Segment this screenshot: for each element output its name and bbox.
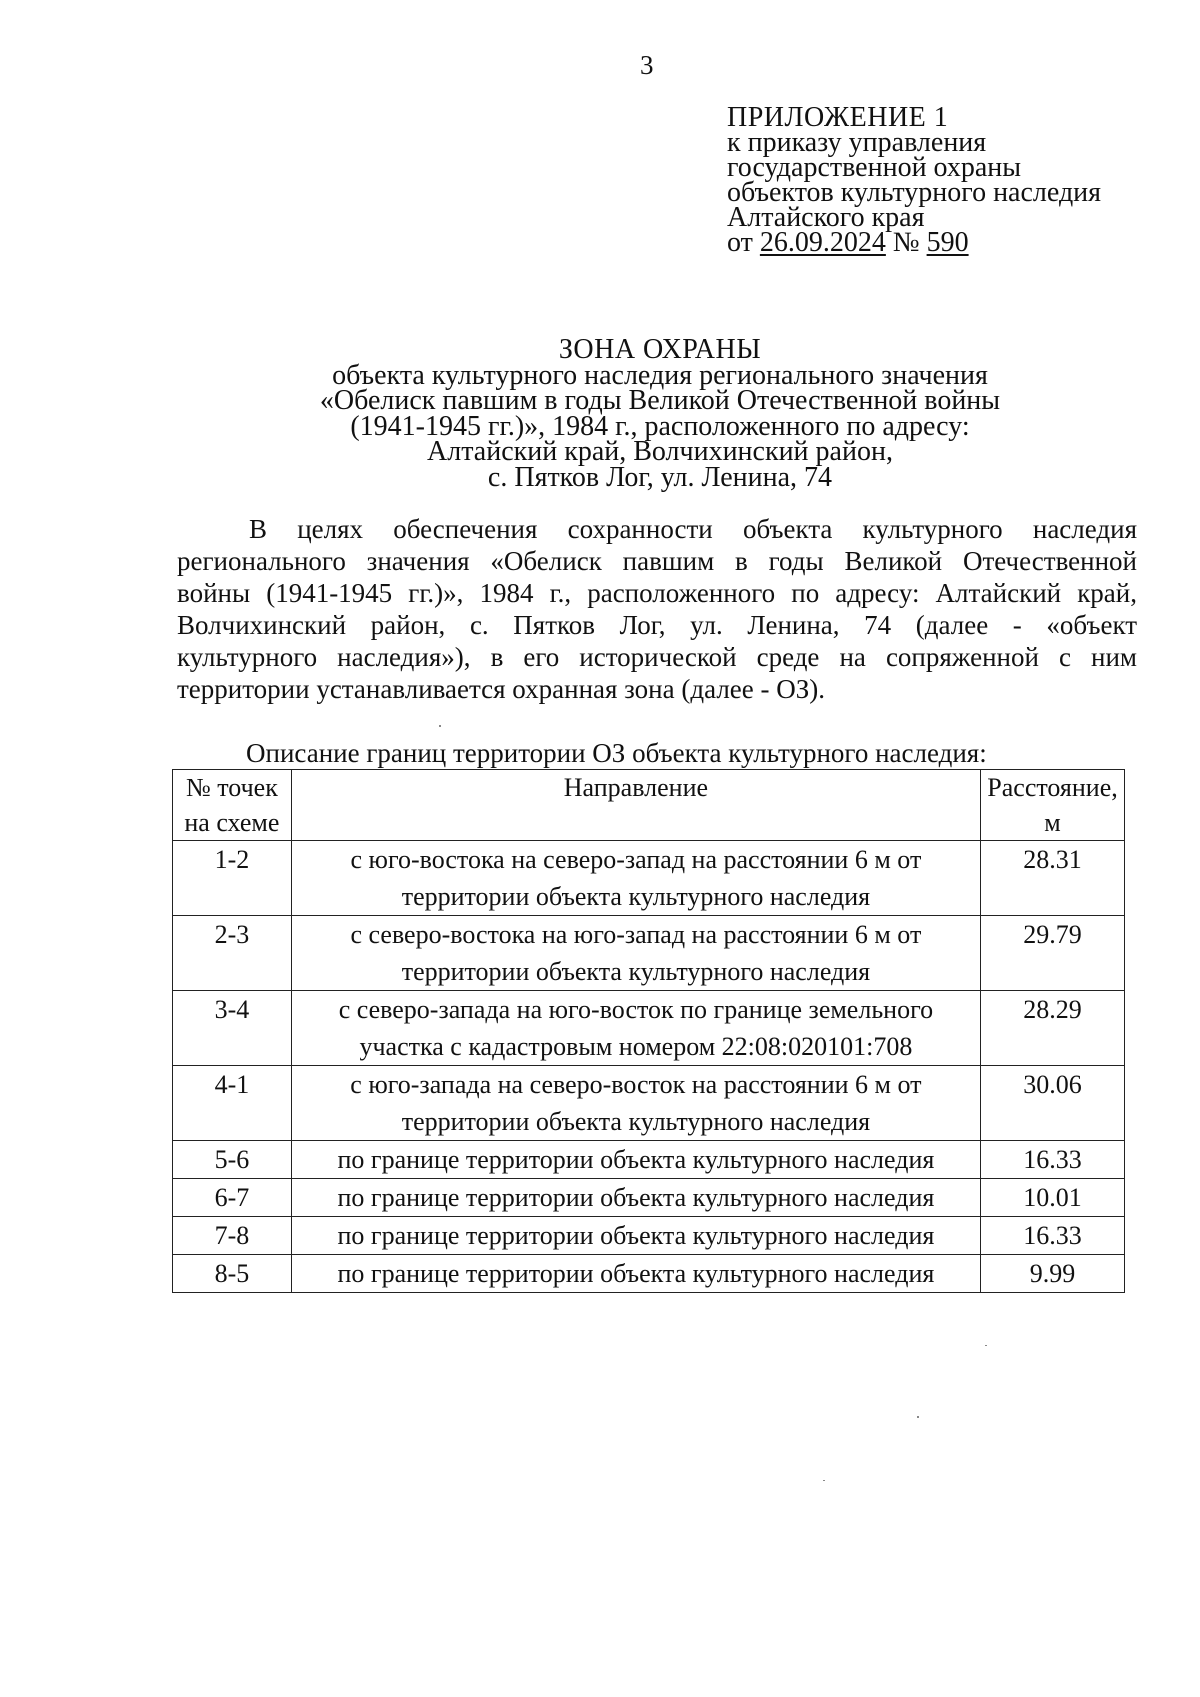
direction-cell <box>291 991 980 1066</box>
direction-line: с северо-востока на юго-запад на расстоянии 6 м от <box>350 920 922 949</box>
zone-subtitle-line: объекта культурного наследия регионального значения <box>332 359 988 391</box>
points-cell: 5-6 <box>173 1141 292 1179</box>
order-number: 590 <box>926 227 969 258</box>
paragraph-line: культурного наследия»), в его исторической среде на сопряженной с ним <box>177 642 1137 672</box>
header-distance-line: м <box>1044 808 1061 837</box>
appendix-line: государственной охраны <box>727 152 1022 183</box>
distance-cell: 10.01 <box>981 1179 1125 1217</box>
table-row <box>173 841 1125 916</box>
direction-line: территории объекта культурного наследия <box>401 882 871 911</box>
direction-cell <box>291 1066 980 1141</box>
header-points-line: на схеме <box>184 808 280 837</box>
scan-speck <box>823 1480 825 1481</box>
direction-line: территории объекта культурного наследия <box>401 1107 871 1136</box>
header-direction: Направление <box>291 770 980 841</box>
header-distance-line: Расстояние, <box>987 773 1118 802</box>
zone-subtitle-line: «Обелиск павшим в годы Великой Отечественной войны <box>319 385 1001 416</box>
table-row <box>173 1255 1125 1293</box>
table-row <box>173 991 1125 1066</box>
direction-line: с северо-запада на юго-восток по границе земельного <box>338 995 934 1024</box>
zone-subtitle-line: Алтайский край, Волчихинский район, <box>427 436 893 467</box>
table-row <box>173 1141 1125 1179</box>
page-number: 3 <box>640 50 654 80</box>
zone-title: ЗОНА ОХРАНЫ <box>558 334 762 365</box>
direction-line: участка с кадастровым номером 22:08:020101:708 <box>359 1032 913 1061</box>
paragraph-line: В целях обеспечения сохранности объекта культурного наследия <box>249 514 1137 544</box>
direction-cell: по границе территории объекта культурного наследия <box>291 1217 980 1255</box>
appendix-title: ПРИЛОЖЕНИЕ 1 <box>727 102 949 133</box>
appendix-line: Алтайского края <box>727 202 925 233</box>
zone-subtitle-line: с. Пятков Лог, ул. Ленина, 74 <box>487 461 833 493</box>
table-row <box>173 916 1125 991</box>
scan-speck <box>917 1416 919 1418</box>
appendix-line: к приказу управления <box>727 127 987 158</box>
direction-cell <box>291 841 980 916</box>
table-header-row <box>173 770 1125 841</box>
table-row <box>173 1066 1125 1141</box>
zone-subtitle-line: (1941-1945 гг.)», 1984 г., расположенного по адресу: <box>350 410 970 442</box>
distance-cell: 28.31 <box>981 841 1125 916</box>
zone-heading <box>150 334 1170 493</box>
table-row <box>173 1217 1125 1255</box>
direction-cell <box>291 916 980 991</box>
paragraph-line: территории устанавливается охранная зона (далее - ОЗ). <box>177 674 826 704</box>
appendix-header <box>727 102 1102 258</box>
header-distance <box>981 770 1125 841</box>
header-points <box>173 770 292 841</box>
points-cell: 3-4 <box>173 991 292 1066</box>
scan-speck <box>439 725 441 727</box>
points-cell: 1-2 <box>173 841 292 916</box>
order-date: 26.09.2024 <box>759 227 886 258</box>
points-cell: 8-5 <box>173 1255 292 1293</box>
direction-cell: по границе территории объекта культурного наследия <box>291 1179 980 1217</box>
points-cell: 6-7 <box>173 1179 292 1217</box>
appendix-date-line <box>727 227 1101 258</box>
boundary-table <box>172 769 1125 1293</box>
appendix-line: объектов культурного наследия <box>727 177 1102 208</box>
points-cell: 4-1 <box>173 1066 292 1141</box>
paragraph-line: войны (1941-1945 гг.)», 1984 г., расположенного по адресу: Алтайский край, <box>177 578 1137 608</box>
number-prefix: № <box>892 227 920 258</box>
table-row <box>173 1179 1125 1217</box>
body-paragraph <box>177 513 1137 705</box>
distance-cell: 29.79 <box>981 916 1125 991</box>
table-caption: Описание границ территории ОЗ объекта культурного наследия: <box>246 738 987 768</box>
distance-cell: 9.99 <box>981 1255 1125 1293</box>
direction-line: территории объекта культурного наследия <box>401 957 871 986</box>
points-cell: 2-3 <box>173 916 292 991</box>
distance-cell: 16.33 <box>981 1141 1125 1179</box>
scan-speck <box>985 1345 987 1346</box>
header-points-line: № точек <box>185 773 278 802</box>
paragraph-line: регионального значения «Обелиск павшим в годы Великой Отечественной <box>177 546 1137 576</box>
date-prefix: от <box>727 227 753 258</box>
direction-cell: по границе территории объекта культурного наследия <box>291 1141 980 1179</box>
direction-line: с юго-востока на северо-запад на расстоянии 6 м от <box>350 845 922 874</box>
distance-cell: 16.33 <box>981 1217 1125 1255</box>
direction-cell: по границе территории объекта культурного наследия <box>291 1255 980 1293</box>
paragraph-line: Волчихинский район, с. Пятков Лог, ул. Ленина, 74 (далее - «объект <box>177 610 1137 640</box>
distance-cell: 30.06 <box>981 1066 1125 1141</box>
direction-line: с юго-запада на северо-восток на расстоянии 6 м от <box>350 1070 922 1099</box>
distance-cell: 28.29 <box>981 991 1125 1066</box>
points-cell: 7-8 <box>173 1217 292 1255</box>
